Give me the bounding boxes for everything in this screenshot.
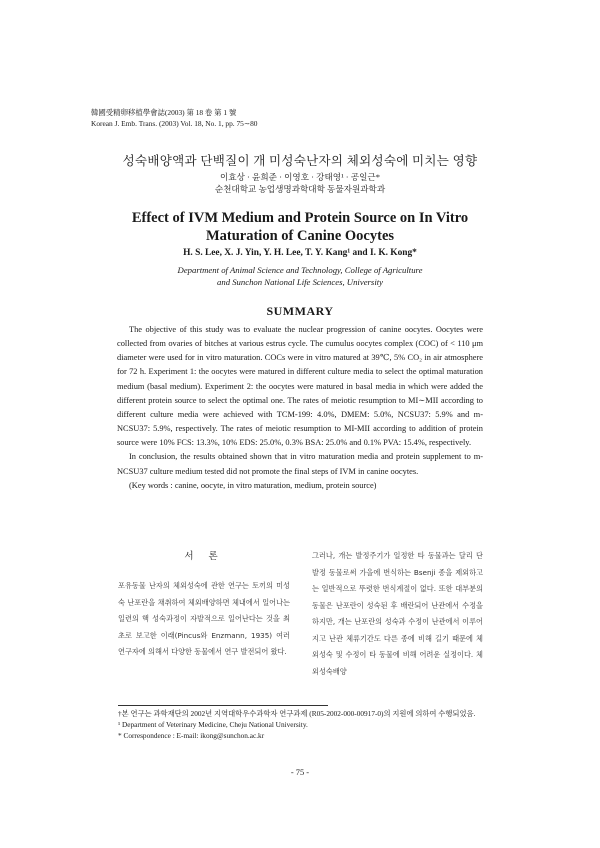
summary-heading: SUMMARY [266, 304, 334, 318]
department [0, 264, 600, 288]
left-column-text: 포유동물 난자의 체외성숙에 관한 연구는 토끼의 미성숙 난포란을 채취하여 체외배양하면 체내에서 일어나는 일련의 핵 성숙과정이 자발적으로 일어난다는 것을 최초로 보고한 이래(Pincus와 Enzmann, 1935) 여러 연구자에 의해서 다양한 동물에서 연구 발전되어 왔다. [118, 581, 290, 656]
keywords: (Key words : canine, oocyte, in vitro maturation, medium, protein source) [129, 480, 377, 490]
abstract-paragraph-2: In conclusion, the results obtained shown that in vitro maturation media and protein supplement to m-NCSU37 culture medium tested did not promote the final steps of IVM in canine oocytes. [117, 452, 483, 476]
footnote-correspondence: * Correspondence : E-mail: ikong@sunchon.ac.kr [118, 731, 265, 740]
korean-authors: 이효상 · 윤희준 · 이영호 · 강태영¹ · 공일근* [219, 172, 381, 182]
page-number: - 75 - [290, 768, 310, 777]
journal-line-korean: 韓國受精卵移植學會誌(2003) 第 18 卷 第 1 號 [91, 108, 237, 117]
right-column-text: 그러나, 개는 발정주기가 일정한 타 동물과는 달리 단 발정 동물로써 가을에 번식하는 Bsenji 종을 제외하고는 일반적으로 뚜렷한 번식계절이 없다. 또한 대부분의 동물은 난포란이 성숙된 후 배란되어 난관에서 수정을 하지만, 개는 난포란의 성숙과 수정이 난관에서 이루어지고 난관 체류기간도 다른 종에 비해 길기 때문에 체외성숙 및 수정이 타 동물에 비해 어려운 실정이다. 체외성숙배양 [312, 551, 483, 676]
abstract-paragraph-1: The objective of this study was to evaluate the nuclear progression of canine oocytes. Oocytes were collected from ovaries of bitches at various estrus cycle. The cumulus oocytes complex (COC) of < 110 μm diameter were used for in vitro maturation. COCs were in vitro matured at 39℃, 5% CO₂ in air atmosphere for 72 h. Experiment 1: the oocytes were matured in different culture media to select the optimal maturation medium (basal medium). Experiment 2: the oocytes were matured in basal media in which were added the different protein source to select the optimal one. The rates of meiotic resumption to MI∼MII according to different culture media were achieved with TCM-199: 4.0%, DMEM: 5.0%, NCSU37: 5.9% and m-NCSU37: 5.9%, respectively. The rates of meiotic resumption to MI-MII according to addition of protein source were 10% FCS: 13.3%, 10% EDS: 25.0%, 0.3% BSA: 25.0% and 0.1% PVA: 15.4%, respectively. [117, 325, 483, 448]
department-line2: and Sunchon National Life Sciences, University [217, 277, 383, 287]
section-heading-introduction: 서 론 [184, 551, 224, 562]
abstract [117, 323, 483, 493]
english-title-line1: Effect of IVM Medium and Protein Source on In Vitro [131, 210, 469, 226]
korean-affiliation: 순천대학교 농업생명과학대학 동물자원과학과 [214, 184, 386, 194]
korean-title: 성숙배양액과 단백질이 개 미성숙난자의 체외성숙에 미치는 영향 [122, 154, 478, 168]
english-authors: H. S. Lee, X. J. Yin, Y. H. Lee, T. Y. Kang¹ and I. K. Kong* [183, 248, 417, 258]
english-title [0, 209, 600, 245]
footnote-affiliation: ¹ Department of Veterinary Medicine, Cheju National University. [118, 720, 308, 729]
department-line1: Department of Animal Science and Technology, College of Agriculture [177, 265, 423, 275]
footnote-funding: †본 연구는 과학재단의 2002년 지역대학우수과학자 연구과제 (R05-2002-000-00917-0)의 지원에 의하여 수행되었음. [118, 709, 476, 718]
korean-authors-block [0, 171, 600, 195]
journal-line-english: Korean J. Emb. Trans. (2003) Vol. 18, No. 1, pp. 75∼80 [91, 119, 258, 128]
journal-header [91, 107, 411, 129]
english-title-line2: Maturation of Canine Oocytes [205, 228, 395, 244]
footnote-rule [118, 705, 328, 706]
